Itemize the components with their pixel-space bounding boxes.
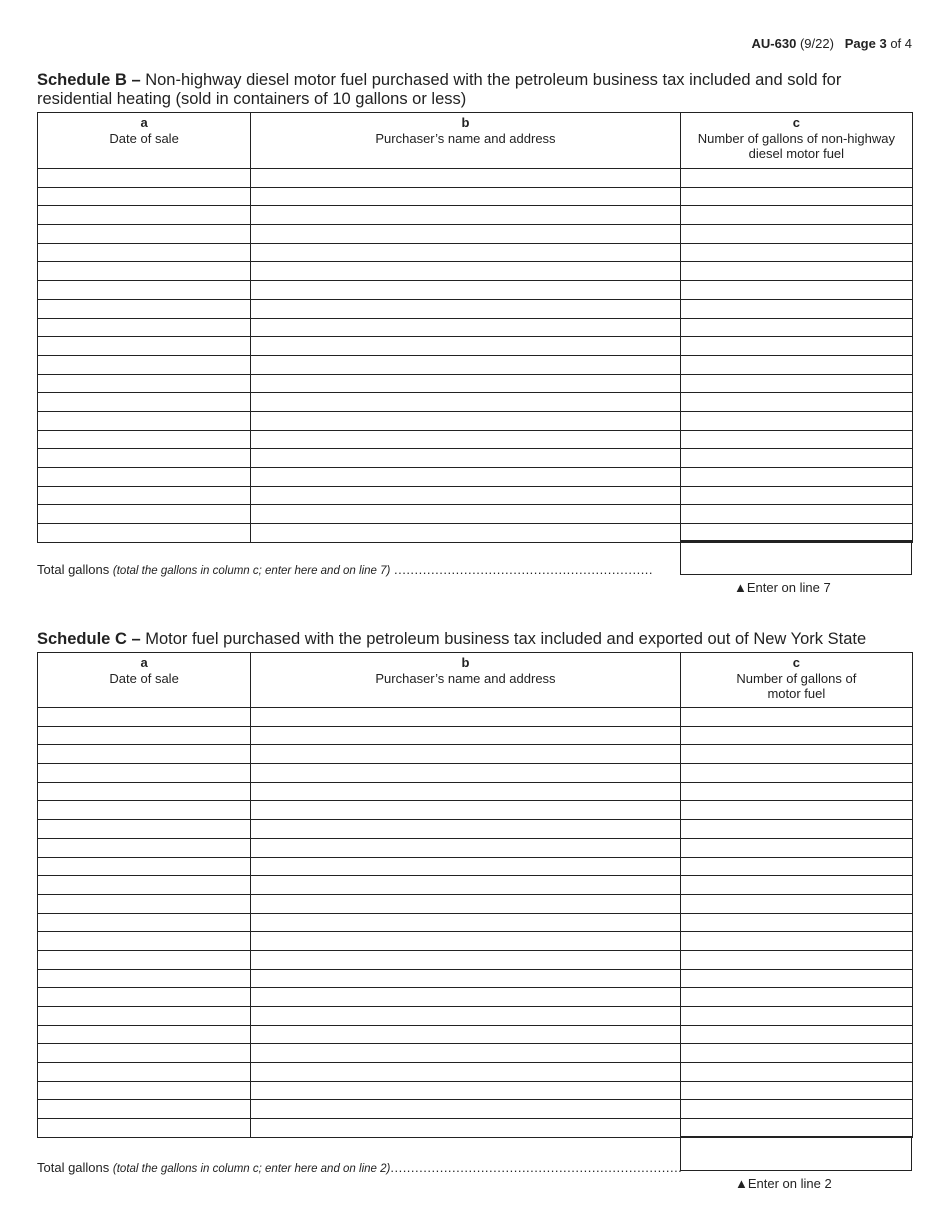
table-row <box>38 206 913 225</box>
date-of-sale-cell[interactable] <box>38 1100 251 1119</box>
purchaser-cell[interactable] <box>251 393 680 412</box>
schedule-c-title-text: Motor fuel purchased with the petroleum business tax included and exported out of New York State <box>140 630 867 648</box>
date-of-sale-cell[interactable] <box>38 988 251 1007</box>
table-row <box>38 299 913 318</box>
table-row <box>38 1025 913 1044</box>
table-row <box>38 243 913 262</box>
schedule-b-title-bold: Schedule B – <box>37 71 141 89</box>
gallons-cell[interactable] <box>680 337 912 356</box>
purchaser-cell[interactable] <box>251 838 680 857</box>
table-row <box>38 262 913 281</box>
table-row <box>38 969 913 988</box>
schedule-b-enter-note: ▲Enter on line 7 <box>734 580 831 595</box>
gallons-cell[interactable] <box>680 726 912 745</box>
table-row <box>38 801 913 820</box>
table-row <box>38 857 913 876</box>
schedule-c-table <box>37 652 913 1138</box>
date-of-sale-cell[interactable] <box>38 1044 251 1063</box>
gallons-cell[interactable] <box>680 1081 912 1100</box>
schedule-c-enter-note: ▲Enter on line 2 <box>735 1176 832 1191</box>
purchaser-cell[interactable] <box>251 1119 680 1138</box>
date-of-sale-cell[interactable] <box>38 1081 251 1100</box>
purchaser-cell[interactable] <box>251 932 680 951</box>
total-instruction: (total the gallons in column c; enter here and on line 7) <box>112 565 391 577</box>
col-label: Purchaser’s name and address <box>375 670 556 686</box>
purchaser-cell[interactable] <box>251 243 680 262</box>
purchaser-cell[interactable] <box>251 206 680 225</box>
purchaser-cell[interactable] <box>251 726 680 745</box>
purchaser-cell[interactable] <box>251 913 680 932</box>
purchaser-cell[interactable] <box>251 299 680 318</box>
gallons-cell[interactable] <box>680 206 912 225</box>
purchaser-cell[interactable] <box>251 1081 680 1100</box>
gallons-cell[interactable] <box>680 950 912 969</box>
col-label: Date of sale <box>109 130 179 146</box>
col-letter: c <box>792 655 800 670</box>
date-of-sale-cell[interactable] <box>38 820 251 839</box>
gallons-cell[interactable] <box>680 1100 912 1119</box>
table-row <box>38 1100 913 1119</box>
gallons-cell[interactable] <box>680 505 912 524</box>
schedule-b-total-input[interactable] <box>680 540 912 575</box>
date-of-sale-cell[interactable] <box>38 838 251 857</box>
purchaser-cell[interactable] <box>251 857 680 876</box>
leader-dots: ............................................................... <box>393 562 654 577</box>
table-row <box>38 988 913 1007</box>
gallons-cell[interactable] <box>680 1044 912 1063</box>
schedule-b-col-a-header <box>38 113 251 169</box>
date-of-sale-cell[interactable] <box>38 1025 251 1044</box>
date-of-sale-cell[interactable] <box>38 225 251 244</box>
table-row <box>38 355 913 374</box>
purchaser-cell[interactable] <box>251 449 680 468</box>
gallons-cell[interactable] <box>680 299 912 318</box>
purchaser-cell[interactable] <box>251 1100 680 1119</box>
gallons-cell[interactable] <box>680 411 912 430</box>
schedule-b-table <box>37 112 913 543</box>
date-of-sale-cell[interactable] <box>38 430 251 449</box>
col-label: Number of gallons of motor fuel <box>736 670 857 701</box>
date-of-sale-cell[interactable] <box>38 243 251 262</box>
schedule-c-header-row <box>38 653 913 708</box>
gallons-cell[interactable] <box>680 468 912 487</box>
gallons-cell[interactable] <box>680 225 912 244</box>
gallons-cell[interactable] <box>680 764 912 783</box>
gallons-cell[interactable] <box>680 838 912 857</box>
gallons-cell[interactable] <box>680 745 912 764</box>
col-letter: b <box>461 655 470 670</box>
schedule-c-col-a-header <box>38 653 251 708</box>
purchaser-cell[interactable] <box>251 1007 680 1026</box>
col-label: Purchaser’s name and address <box>375 130 556 146</box>
table-row <box>38 374 913 393</box>
purchaser-cell[interactable] <box>251 318 680 337</box>
table-row <box>38 764 913 783</box>
purchaser-cell[interactable] <box>251 524 680 543</box>
gallons-cell[interactable] <box>680 262 912 281</box>
purchaser-cell[interactable] <box>251 1044 680 1063</box>
schedule-b-col-c-header <box>680 113 912 169</box>
purchaser-cell[interactable] <box>251 281 680 300</box>
date-of-sale-cell[interactable] <box>38 1007 251 1026</box>
table-row <box>38 411 913 430</box>
table-row <box>38 708 913 727</box>
table-row <box>38 449 913 468</box>
date-of-sale-cell[interactable] <box>38 857 251 876</box>
gallons-cell[interactable] <box>680 449 912 468</box>
form-header <box>752 36 912 51</box>
total-label-text: Total gallons <box>37 1160 110 1175</box>
date-of-sale-cell[interactable] <box>38 726 251 745</box>
schedule-b-total-label <box>37 562 653 577</box>
date-of-sale-cell[interactable] <box>38 486 251 505</box>
gallons-cell[interactable] <box>680 355 912 374</box>
table-row <box>38 337 913 356</box>
purchaser-cell[interactable] <box>251 801 680 820</box>
purchaser-cell[interactable] <box>251 169 680 188</box>
date-of-sale-cell[interactable] <box>38 393 251 412</box>
date-of-sale-cell[interactable] <box>38 374 251 393</box>
table-row <box>38 281 913 300</box>
gallons-cell[interactable] <box>680 708 912 727</box>
date-of-sale-cell[interactable] <box>38 745 251 764</box>
date-of-sale-cell[interactable] <box>38 206 251 225</box>
col-label: Date of sale <box>109 670 179 686</box>
date-of-sale-cell[interactable] <box>38 950 251 969</box>
date-of-sale-cell[interactable] <box>38 1119 251 1138</box>
schedule-b-title <box>37 71 912 109</box>
purchaser-cell[interactable] <box>251 708 680 727</box>
gallons-cell[interactable] <box>680 876 912 895</box>
schedule-b-title-text: Non-highway diesel motor fuel purchased with the petroleum business tax included and sold for residential heating (sold in containers of 10 gallons or less) <box>37 71 842 108</box>
purchaser-cell[interactable] <box>251 187 680 206</box>
schedule-c-title <box>37 630 912 649</box>
date-of-sale-cell[interactable] <box>38 169 251 188</box>
gallons-cell[interactable] <box>680 318 912 337</box>
date-of-sale-cell[interactable] <box>38 281 251 300</box>
purchaser-cell[interactable] <box>251 782 680 801</box>
leader-dots: ....................................................................... <box>390 1160 683 1175</box>
table-row <box>38 187 913 206</box>
table-row <box>38 505 913 524</box>
purchaser-cell[interactable] <box>251 1063 680 1082</box>
gallons-cell[interactable] <box>680 857 912 876</box>
table-row <box>38 932 913 951</box>
purchaser-cell[interactable] <box>251 950 680 969</box>
table-row <box>38 169 913 188</box>
table-row <box>38 894 913 913</box>
schedule-c-col-c-header <box>680 653 912 708</box>
gallons-cell[interactable] <box>680 988 912 1007</box>
table-row <box>38 950 913 969</box>
purchaser-cell[interactable] <box>251 764 680 783</box>
date-of-sale-cell[interactable] <box>38 764 251 783</box>
table-row <box>38 1081 913 1100</box>
purchaser-cell[interactable] <box>251 486 680 505</box>
purchaser-cell[interactable] <box>251 894 680 913</box>
date-of-sale-cell[interactable] <box>38 932 251 951</box>
gallons-cell[interactable] <box>680 969 912 988</box>
schedule-c-total-label <box>37 1160 682 1175</box>
gallons-cell[interactable] <box>680 1063 912 1082</box>
gallons-cell[interactable] <box>680 820 912 839</box>
purchaser-cell[interactable] <box>251 505 680 524</box>
date-of-sale-cell[interactable] <box>38 411 251 430</box>
purchaser-cell[interactable] <box>251 411 680 430</box>
table-row <box>38 1044 913 1063</box>
gallons-cell[interactable] <box>680 913 912 932</box>
col-letter: c <box>792 115 800 130</box>
page-of: of 4 <box>890 36 912 51</box>
table-row <box>38 876 913 895</box>
purchaser-cell[interactable] <box>251 225 680 244</box>
schedule-c-title-bold: Schedule C – <box>37 630 141 648</box>
date-of-sale-cell[interactable] <box>38 468 251 487</box>
form-revision: (9/22) <box>799 36 834 51</box>
schedule-b-header-row <box>38 113 913 169</box>
table-row <box>38 782 913 801</box>
table-row <box>38 486 913 505</box>
gallons-cell[interactable] <box>680 486 912 505</box>
gallons-cell[interactable] <box>680 1025 912 1044</box>
purchaser-cell[interactable] <box>251 355 680 374</box>
schedule-b-col-b-header <box>251 113 680 169</box>
date-of-sale-cell[interactable] <box>38 318 251 337</box>
purchaser-cell[interactable] <box>251 969 680 988</box>
table-row <box>38 745 913 764</box>
date-of-sale-cell[interactable] <box>38 299 251 318</box>
table-row <box>38 225 913 244</box>
table-row <box>38 820 913 839</box>
date-of-sale-cell[interactable] <box>38 876 251 895</box>
date-of-sale-cell[interactable] <box>38 969 251 988</box>
table-row <box>38 726 913 745</box>
date-of-sale-cell[interactable] <box>38 187 251 206</box>
purchaser-cell[interactable] <box>251 876 680 895</box>
col-label: Number of gallons of non-highway diesel motor fuel <box>697 130 895 161</box>
gallons-cell[interactable] <box>680 243 912 262</box>
date-of-sale-cell[interactable] <box>38 894 251 913</box>
purchaser-cell[interactable] <box>251 262 680 281</box>
gallons-cell[interactable] <box>680 1007 912 1026</box>
date-of-sale-cell[interactable] <box>38 355 251 374</box>
table-row <box>38 1063 913 1082</box>
date-of-sale-cell[interactable] <box>38 1063 251 1082</box>
col-letter: b <box>461 115 470 130</box>
col-letter: a <box>140 655 148 670</box>
date-of-sale-cell[interactable] <box>38 782 251 801</box>
gallons-cell[interactable] <box>680 393 912 412</box>
purchaser-cell[interactable] <box>251 988 680 1007</box>
page-label: Page 3 <box>844 36 887 51</box>
date-of-sale-cell[interactable] <box>38 708 251 727</box>
date-of-sale-cell[interactable] <box>38 449 251 468</box>
purchaser-cell[interactable] <box>251 430 680 449</box>
table-row <box>38 1119 913 1138</box>
gallons-cell[interactable] <box>680 1119 912 1138</box>
purchaser-cell[interactable] <box>251 820 680 839</box>
gallons-cell[interactable] <box>680 169 912 188</box>
purchaser-cell[interactable] <box>251 374 680 393</box>
gallons-cell[interactable] <box>680 932 912 951</box>
gallons-cell[interactable] <box>680 430 912 449</box>
date-of-sale-cell[interactable] <box>38 505 251 524</box>
table-row <box>38 468 913 487</box>
gallons-cell[interactable] <box>680 187 912 206</box>
schedule-c-col-b-header <box>251 653 680 708</box>
table-row <box>38 913 913 932</box>
schedule-c-total-input[interactable] <box>680 1136 912 1171</box>
purchaser-cell[interactable] <box>251 337 680 356</box>
date-of-sale-cell[interactable] <box>38 801 251 820</box>
gallons-cell[interactable] <box>680 281 912 300</box>
purchaser-cell[interactable] <box>251 745 680 764</box>
purchaser-cell[interactable] <box>251 1025 680 1044</box>
table-row <box>38 393 913 412</box>
total-instruction: (total the gallons in column c; enter here and on line 2) <box>112 1163 391 1175</box>
date-of-sale-cell[interactable] <box>38 524 251 543</box>
table-row <box>38 838 913 857</box>
date-of-sale-cell[interactable] <box>38 262 251 281</box>
gallons-cell[interactable] <box>680 801 912 820</box>
purchaser-cell[interactable] <box>251 468 680 487</box>
total-label-text: Total gallons <box>37 562 110 577</box>
date-of-sale-cell[interactable] <box>38 337 251 356</box>
gallons-cell[interactable] <box>680 782 912 801</box>
form-id: AU-630 <box>751 36 797 51</box>
gallons-cell[interactable] <box>680 894 912 913</box>
date-of-sale-cell[interactable] <box>38 913 251 932</box>
gallons-cell[interactable] <box>680 374 912 393</box>
col-letter: a <box>140 115 148 130</box>
table-row <box>38 318 913 337</box>
table-row <box>38 1007 913 1026</box>
table-row <box>38 430 913 449</box>
